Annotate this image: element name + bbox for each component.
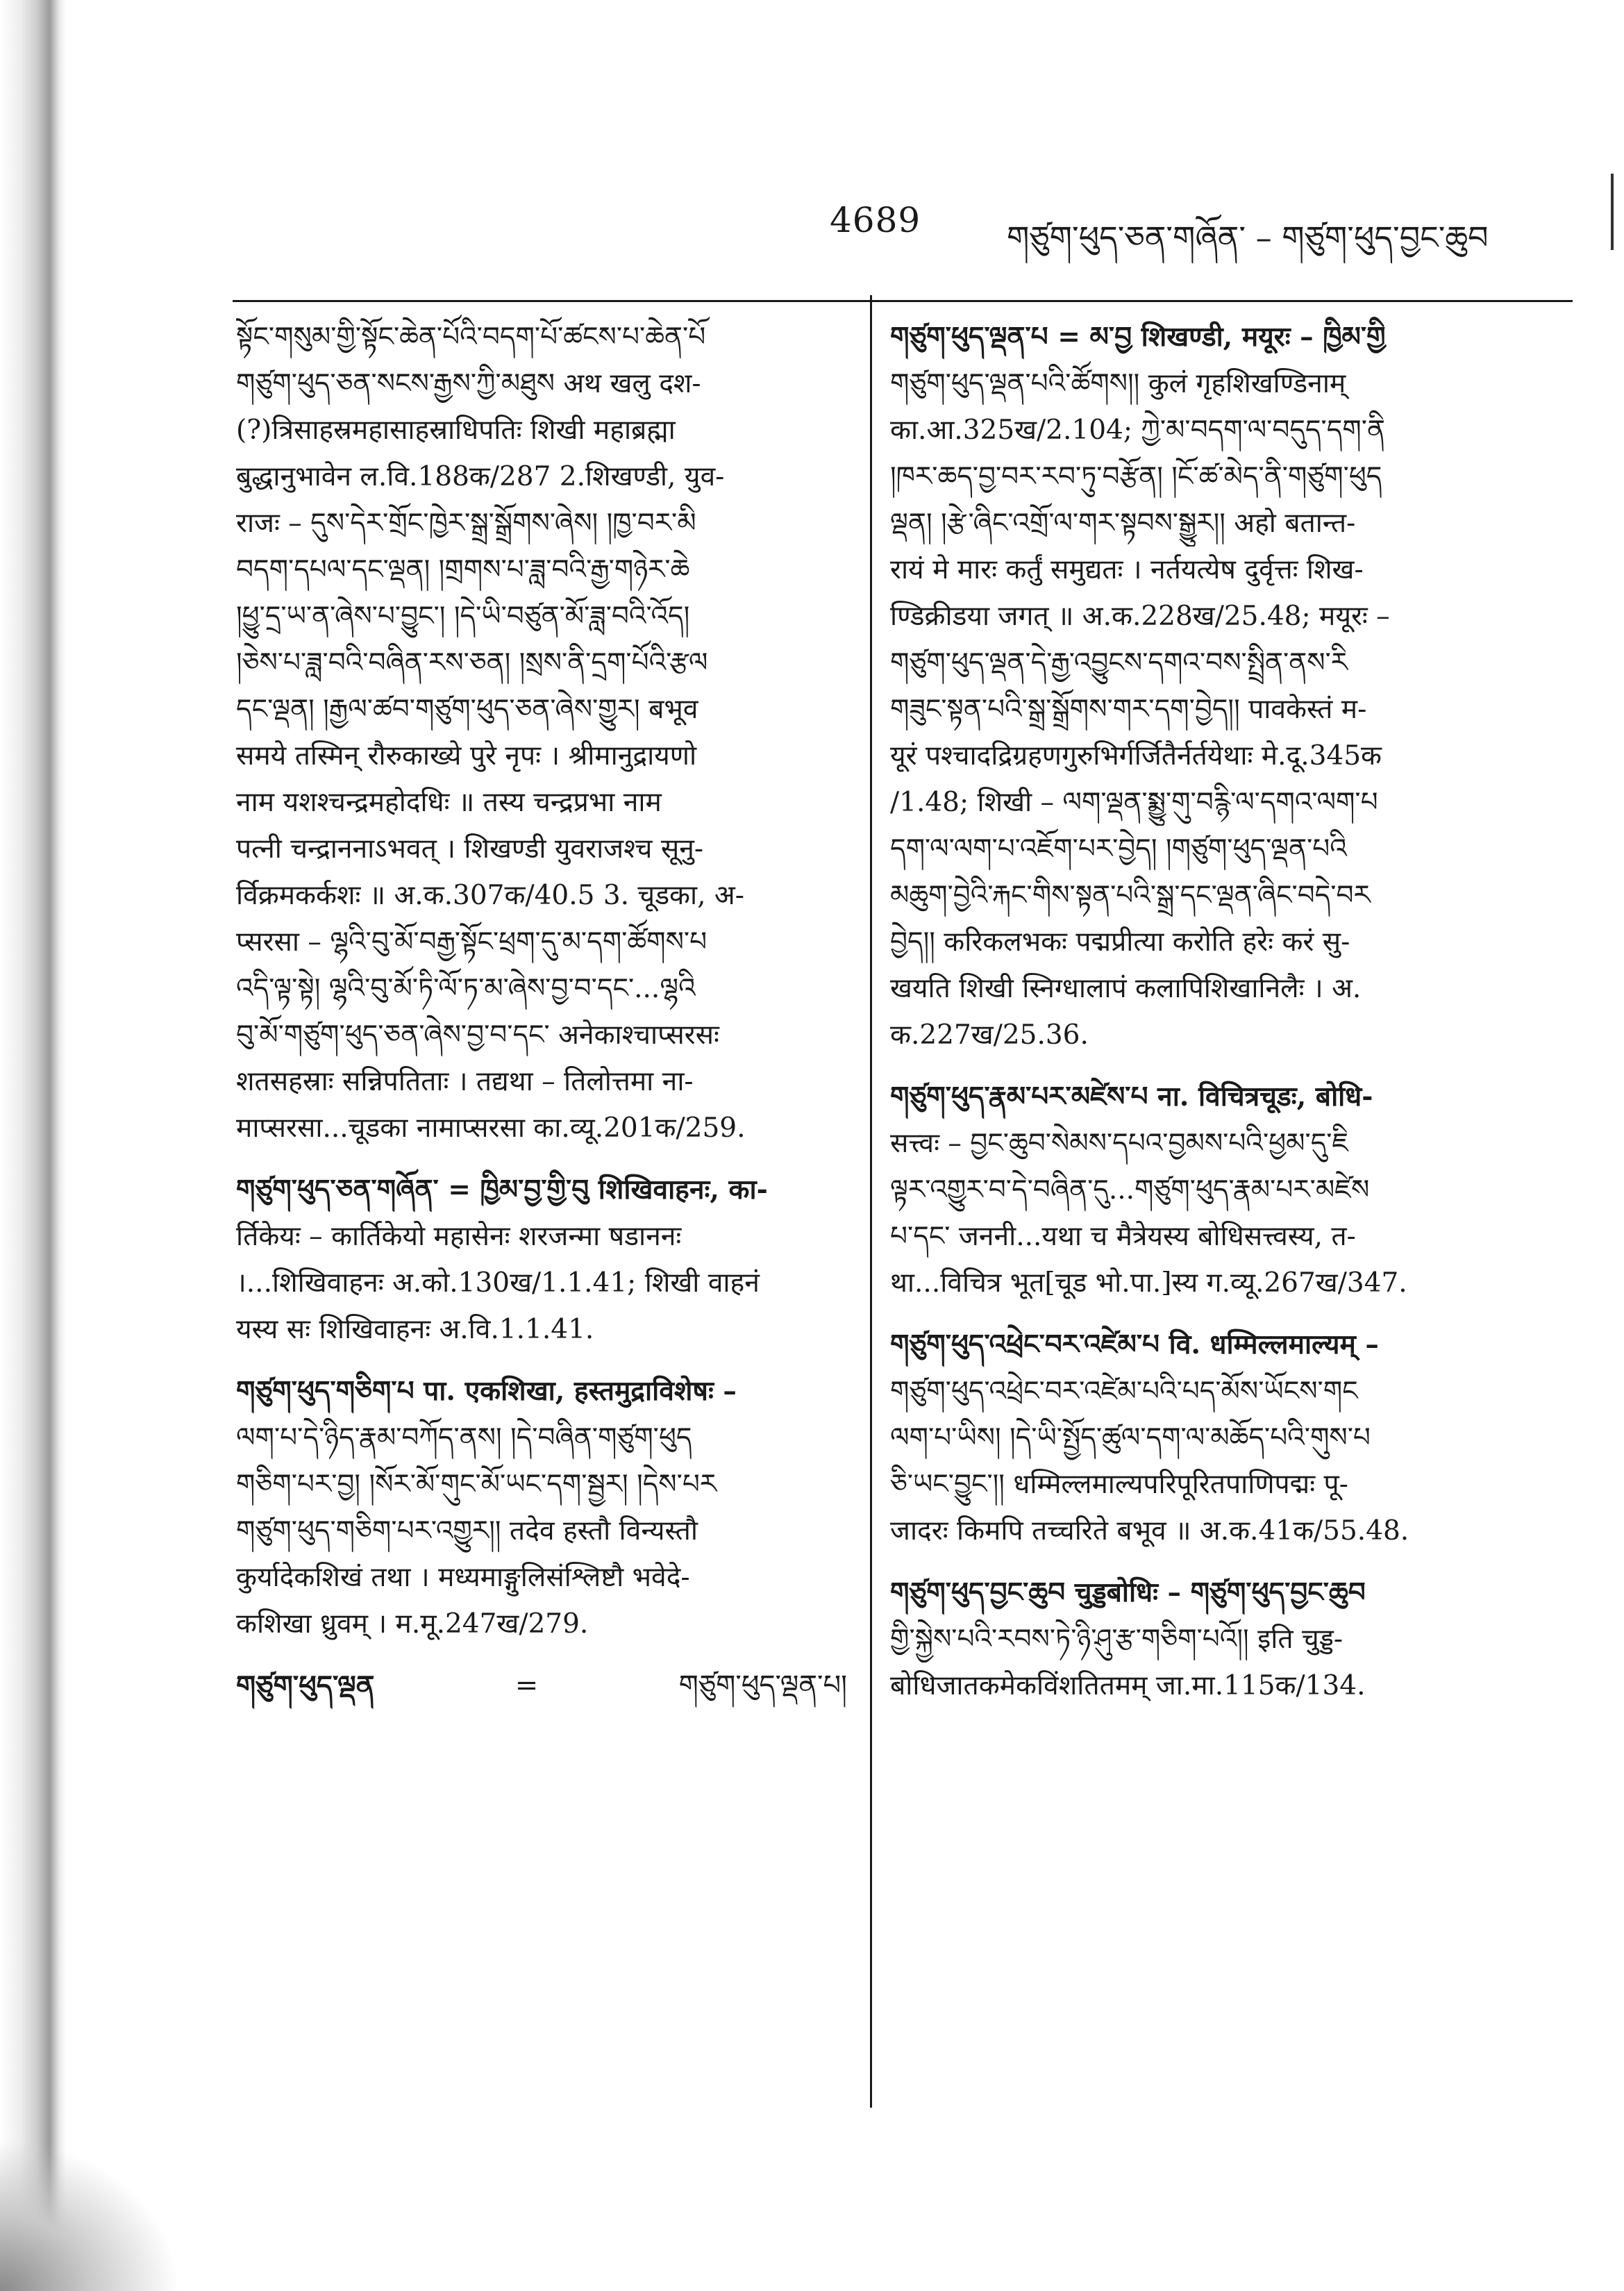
text-line: (?)त्रिसाहस्रमहासाहस्राधिपतिः शिखी महाब्रह्मा xyxy=(236,415,676,446)
text-line: सत्त्वः – བྱང་ཆུབ་སེམས་དཔའ་བྱམས་པའི་ཕྱམ་དུ་ཇི xyxy=(890,1128,1349,1159)
dictionary-entry xyxy=(890,1074,1571,1306)
text-line: यस्य सः शिखिवाहनः अ.वि.1.1.41. xyxy=(236,1314,594,1345)
text-line: कशिखा ध्रुवम् । म.मू.247ख/279. xyxy=(236,1608,589,1640)
right-column xyxy=(890,314,1571,1724)
column-divider xyxy=(870,295,872,2108)
text-line: शतसहस्राः सन्निपतिताः । तद्यथा – तिलोत्तमा ना- xyxy=(236,1066,694,1097)
text-line: र्विक्रमकर्कशः ॥ अ.क.307क/40.5 3. चूडका, अ- xyxy=(236,880,744,911)
text-line: रायं मे मारः कर्तुं समुद्यतः । नर्तयत्येष दुर्वृत्तः शिख- xyxy=(890,554,1364,585)
dictionary-entry xyxy=(236,1167,847,1353)
text-line: /1.48; शिखी – ལག་ལྡན་སྨྱུ་གུ་བརྙི་ལ་དགའ་ལག་པ xyxy=(890,787,1378,818)
text-line: །ཅེས་པ་ཟླ་བའི་བཞིན་རས་ཅན། །སྲས་ནི་དྲག་པོའི་རྩལ xyxy=(236,647,708,678)
dictionary-entry xyxy=(890,1569,1571,1709)
text-line: बोधिजातकमेकविंशतितमम् जा.मा.115क/134. xyxy=(890,1670,1366,1701)
entry-headword-line: གཙུག་ཕུད་འཕྲེང་བར་འཛེམ་པ वि. धम्मिल्लमाल्यम् – xyxy=(890,1328,1379,1360)
text-line: གྱི་སྐྱེས་པའི་རབས་ཏེ་ཉི་ཤུ་རྩ་གཅིག་པའོ།། इति चुड्ड- xyxy=(890,1624,1343,1655)
text-line: ।...शिखिवाहनः अ.को.130ख/1.1.41; शिखी वाहनं xyxy=(236,1267,760,1299)
text-line: खयति शिखी स्निग्धालापं कलापिशिखानिलैः । अ. xyxy=(890,973,1362,1004)
text-line: ण्डिक्रीडया जगत् ॥ अ.क.228ख/25.48; मयूरः – xyxy=(890,601,1390,632)
text-line: ལྡན། །རྩེ་ཞིང་འགྲོ་ལ་གར་སྟབས་སྒྱུར།། अहो बतान्त- xyxy=(890,508,1356,539)
text-line: ཅི་ཡང་བྱུང་།། धम्मिल्लमाल्यपरिपूरितपाणिपद्मः पू- xyxy=(890,1469,1348,1500)
text-line: जादरः किमपि तच्चरिते बभूव ॥ अ.क.41क/55.48. xyxy=(890,1515,1409,1547)
left-column xyxy=(236,314,847,1709)
dictionary-entry xyxy=(890,314,1571,1058)
xref-target: གཙུག་ཕུད་ལྡན་པ། xyxy=(678,1669,847,1701)
text-line: བུ་མོ་གཙུག་ཕུད་ཅན་ཞེས་བྱ་བ་དང་ अनेकाश्चाप्सरसः xyxy=(236,1019,719,1051)
text-line: कुर्यादेकशिखं तथा । मध्यमाङ्गुलिसंश्लिष्टौ भवेदे- xyxy=(236,1562,690,1593)
entry-headword-line: གཙུག་ཕུད་ཅན་གཞོན་ = ཁྱིམ་བྱ་གྱི་བུ शिखिवाहनः, का- xyxy=(236,1174,768,1206)
book-binding-shadow xyxy=(0,0,66,2291)
dictionary-entry xyxy=(890,1322,1571,1554)
entry-headword-line: གཙུག་ཕུད་ལྡན་པ = མ་བྱ शिखण्डी, मयूरः – ཁྱིམ་གྱི xyxy=(890,321,1386,353)
text-line: བདག་དཔལ་དང་ལྡན། །གྲགས་པ་ཟླ་བའི་རྒྱ་གཉེར་ཆེ xyxy=(236,554,690,585)
text-line: གཟུང་སྟན་པའི་སྒྲ་སྒྲོགས་གར་དག་བྱེད།། पावकेस्तं म- xyxy=(890,694,1367,725)
text-line: यूरं पश्चादद्रिग्रहणगुरुभिर्गर्जितैर्नर्तयेथाः मे.दू.345क xyxy=(890,740,1382,772)
text-line: माप्सरसा...चूडका नामाप्सरसा का.व्यू.201क/259. xyxy=(236,1113,746,1144)
text-line: །ཕྱུ་དྲ་ཡ་ན་ཞེས་པ་བྱུང་། །དེ་ཡི་བཙུན་མོ་ཟླ་བའི་འོད། xyxy=(236,601,690,632)
text-line: མཆུག་བྱེའི་རྐང་གིས་སྟན་པའི་སྒྲ་དང་ལྡན་ཞིང་བདེ་བར xyxy=(890,880,1371,911)
text-line: नाम यशश्चन्द्रमहोदधिः ॥ तस्य चन्द्रप्रभा नाम xyxy=(236,787,662,818)
dictionary-entry xyxy=(236,1368,847,1647)
text-line: གཙུག་ཕུད་ལྡན་དེ་རྒྱ་འབྱུངས་དགའ་བས་སྤྲིན་ནས་རི xyxy=(890,647,1348,678)
text-line: བྱེད།། करिकलभकः पद्मप्रीत्या करोति हरेः करं सु- xyxy=(890,926,1350,958)
page-header xyxy=(0,194,1624,257)
text-line: था...विचित्र भूत[चूड भो.पा.]स्य ग.व्यू.267ख/347. xyxy=(890,1267,1407,1299)
text-line: प्सरसा – ལྷའི་བུ་མོ་བརྒྱ་སྟོང་ཕྲག་དུ་མ་དག་ཚོགས་པ xyxy=(236,926,708,958)
text-line: པ་དང་ जननी...यथा च मैत्रेयस्य बोधिसत्त्वस्य, त- xyxy=(890,1221,1356,1252)
text-line: གཙུག་ཕུད་གཅིག་པར་འགྱུར།། तदेव हस्तौ विन्यस्तौ xyxy=(236,1515,698,1547)
text-line: འདི་ལྟ་སྟེ། ལྷའི་བུ་མོ་ཏི་ལོ་ཏ་མ་ཞེས་བྱ་བ་དང་...ལྷའི xyxy=(236,973,696,1004)
text-line: །ཁར་ཆད་བྱ་བར་རབ་ཏུ་བརྩོན། །ངོ་ཚ་མེད་ནི་གཙུག་ཕུད xyxy=(890,461,1382,492)
text-line: དང་ལྡན། །རྒྱལ་ཚབ་གཙུག་ཕུད་ཅན་ཞེས་གྱུར། बभूव xyxy=(236,694,698,725)
text-line: སྟོང་གསུམ་གྱི་སྟོང་ཆེན་པོའི་བདག་པོ་ཚངས་པ་ཆེན་པོ xyxy=(236,322,706,353)
text-line: समये तस्मिन् रौरुकाख्ये पुरे नृपः । श्रीमानुद्रायणो xyxy=(236,740,697,772)
entry-headword-line: གཙུག་ཕུད་རྣམ་པར་མཛེས་པ ना. विचित्रचूडः, बोधि- xyxy=(890,1081,1373,1113)
text-line: དག་ལ་ལག་པ་འཇོག་པར་བྱེད། །གཙུག་ཕུད་ལྡན་པའི xyxy=(890,833,1347,865)
text-line: राजः – དུས་དེར་གྲོང་ཁྱེར་སྒྲ་སྒྲོགས་ཞེས། །ཁྱ་བར་མི xyxy=(236,508,696,539)
text-line: ལག་པ་ཡིས། །དེ་ཡི་སྤྱོད་ཚུལ་དག་ལ་མཆོད་པའི་གུས་པ xyxy=(890,1422,1371,1453)
text-line: གཙུག་ཕུད་ལྡན་པའི་ཚོགས།། कुलं गृहशिखण्डिनाम् xyxy=(890,368,1346,399)
text-line: क.227ख/25.36. xyxy=(890,1019,1089,1051)
page-corner-shadow xyxy=(0,2139,181,2291)
page-number: 4689 xyxy=(830,200,921,240)
header-rule xyxy=(233,300,1573,302)
text-line: बुद्धानुभावेन ल.वि.188क/287 2.शिखण्डी, युव- xyxy=(236,461,725,492)
text-line: ལག་པ་དེ་ཉིད་རྣམ་བཀོད་ནས། །དེ་བཞིན་གཙུག་ཕུད xyxy=(236,1422,692,1453)
text-line: གཙུག་ཕུད་ཅན་སངས་རྒྱས་ཀྱི་མཐུས अथ खलु दश- xyxy=(236,368,701,399)
xref-equals: = xyxy=(514,1669,539,1701)
text-line: ལྟར་འགྱུར་བ་དེ་བཞིན་དུ...གཙུག་ཕུད་རྣམ་པར་མཛེས xyxy=(890,1174,1370,1206)
text-line: གཅིག་པར་བྱ། །སོར་མོ་གུང་མོ་ཡང་དག་སྦྱར། །དེས་པར xyxy=(236,1469,717,1500)
text-line: पत्नी चन्द्राननाऽभवत् । शिखण्डी युवराजश्च सूनु- xyxy=(236,833,704,865)
text-line: का.आ.325ख/2.104; ཀྱེ་མ་བདག་ལ་བདུད་དག་ནི xyxy=(890,415,1385,446)
cross-reference xyxy=(236,1663,847,1709)
text-line: གཙུག་ཕུད་འཕྲེང་བར་འཛེམ་པའི་པད་མོས་ཡོངས་གང xyxy=(890,1376,1358,1407)
xref-term: གཙུག་ཕུད་ལྡན xyxy=(236,1669,375,1702)
entry-headword-line: གཙུག་ཕུད་གཅིག་པ पा. एकशिखा, हस्तमुद्राविशेषः – xyxy=(236,1375,737,1407)
entry-headword-line: གཙུག་ཕུད་བྱང་ཆུབ चुड्डबोधिः – གཙུག་ཕུད་བྱང་ཆུབ xyxy=(890,1576,1366,1608)
running-head: གཙུག་ཕུད་ཅན་གཞོན་ – གཙུག་ཕུད་བྱང་ཆུབ xyxy=(1007,219,1489,256)
text-line: र्तिकेयः – कार्तिकेयो महासेनः शरजन्मा षडाननः xyxy=(236,1221,682,1252)
entry-continuation xyxy=(236,314,847,1151)
